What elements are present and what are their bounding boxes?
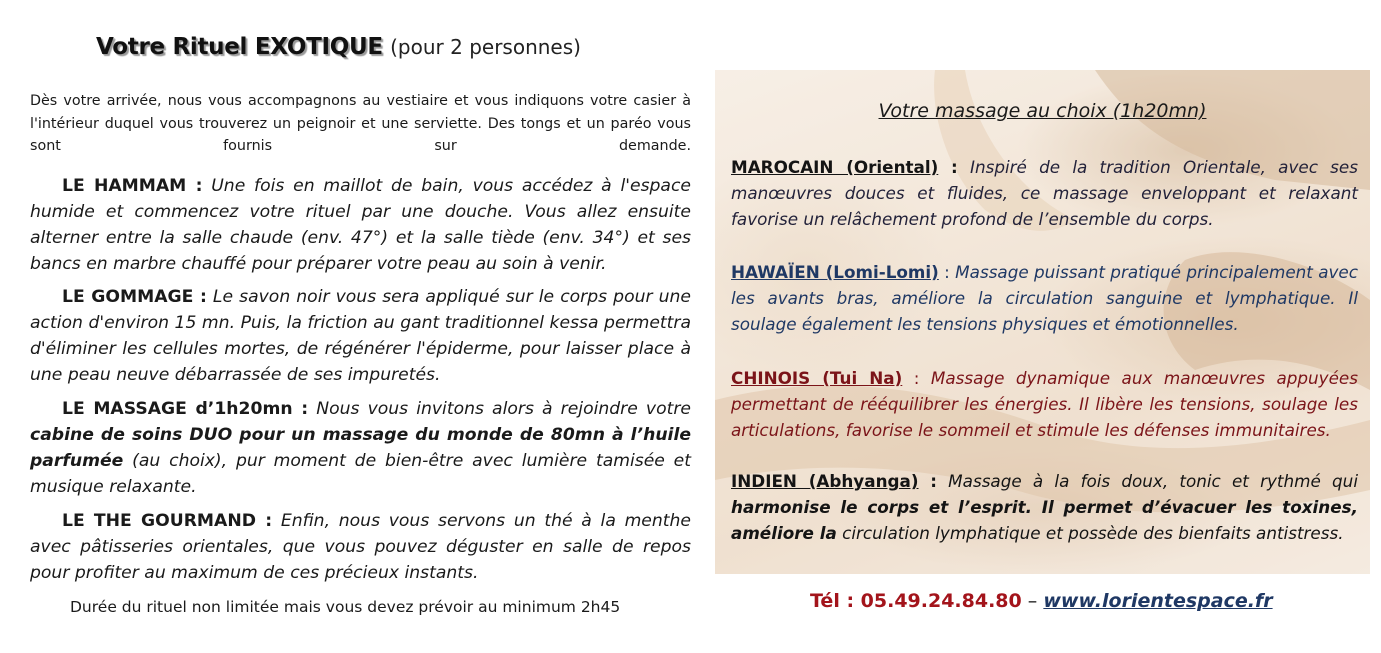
massage-name: HAWAÏEN (Lomi-Lomi): [731, 262, 939, 282]
section-text: Une fois en maillot de bain, vous accédez à l'espace humide et commencez votre rituel par une douche. Vous allez ensuite alterner entre la salle chaude (env. 47°) et la salle tiède (env. 34°) et ses bancs en marbre chauffé pour préparer votre peau au soin à venir.: [30, 176, 691, 274]
section-heading: LE MASSAGE d’1h20mn :: [62, 399, 309, 419]
massage-name: MAROCAIN (Oriental): [731, 157, 939, 177]
massage-colon: :: [918, 471, 937, 491]
section-text: Le savon noir vous sera appliqué sur le corps pour une action d'environ 15 mn. Puis, la friction au gant traditionnel kessa permettra d'éliminer les cellules mortes, de régénérer l'épiderme, pour laisser place à une peau neuve débarrassée de ses impuretés.: [30, 287, 691, 385]
section-gommage: [30, 284, 691, 388]
massage-chinois: [731, 365, 1358, 443]
section-text: Nous vous invitons alors à rejoindre votre: [308, 399, 691, 419]
section-heading: LE HAMMAM :: [62, 176, 203, 196]
intro-paragraph: Dès votre arrivée, nous vous accompagnons au vestiaire et vous indiquons votre casier à l'intérieur duquel vous trouverez un peignoir et une serviette. Des tongs et un paréo vous sont fournis sur demande.: [30, 93, 691, 154]
massage-text: Massage dynamique aux manœuvres appuyées permettant de rééquilibrer les énergies. Il libère les tensions, soulage les articulations, favorise le sommeil et stimule les défenses immunitaires.: [731, 368, 1358, 440]
massage-panel: [715, 70, 1370, 574]
page-title: [96, 34, 581, 60]
phone-number[interactable]: Tél : 05.49.24.84.80: [810, 590, 1022, 612]
duration-note: Durée du rituel non limitée mais vous devez prévoir au minimum 2h45: [70, 598, 621, 616]
section-text: Enfin, nous vous servons un thé à la menthe avec pâtisseries orientales, que vous pouvez déguster en salle de repos pour profiter au maximum de ces précieux instants.: [30, 511, 691, 583]
contact-separator: –: [1021, 590, 1044, 612]
massage-colon: :: [938, 262, 950, 282]
title-main: Votre Rituel EXOTIQUE: [96, 34, 383, 60]
website-link[interactable]: www.lorientespace.fr: [1043, 590, 1273, 612]
title-sub: (pour 2 personnes): [390, 35, 581, 59]
massage-colon: :: [902, 368, 920, 388]
section-heading: LE THE GOURMAND :: [62, 511, 273, 531]
section-highlight: cabine de soins DUO pour un massage du monde de 80mn à l’huile parfumée: [30, 425, 691, 471]
massage-text: Inspiré de la tradition Orientale, avec ses manœuvres douces et fluides, ce massage enveloppant et relaxant favorise un relâchement profond de l’ensemble du corps.: [731, 157, 1358, 229]
massage-colon: :: [938, 157, 958, 177]
massage-name: INDIEN (Abhyanga): [731, 471, 919, 491]
panel-title: Votre massage au choix (1h20mn): [878, 100, 1207, 122]
section-hammam: [30, 173, 691, 277]
massage-text: Massage puissant pratiqué principalement avec les avants bras, améliore la circulation sanguine et lymphatique. Il soulage également les tensions physiques et émotionnelles.: [731, 262, 1358, 334]
contact-line: [810, 590, 1273, 612]
massage-text: Massage à la fois doux, tonic et rythmé qui: [936, 471, 1358, 491]
section-heading: LE GOMMAGE :: [62, 287, 207, 307]
massage-indien: [731, 468, 1358, 546]
massage-text-end: circulation lymphatique et possède des bienfaits antistress.: [836, 523, 1344, 543]
massage-hawaien: [731, 259, 1358, 337]
massage-highlight: harmonise le corps et l’esprit. Il permet d’évacuer les toxines, améliore la: [731, 497, 1358, 543]
section-the-gourmand: [30, 508, 691, 586]
section-massage: [30, 396, 691, 500]
massage-marocain: [731, 154, 1358, 232]
section-text-end: (au choix), pur moment de bien-être avec lumière tamisée et musique relaxante.: [30, 451, 691, 497]
massage-name: CHINOIS (Tui Na): [731, 368, 903, 388]
